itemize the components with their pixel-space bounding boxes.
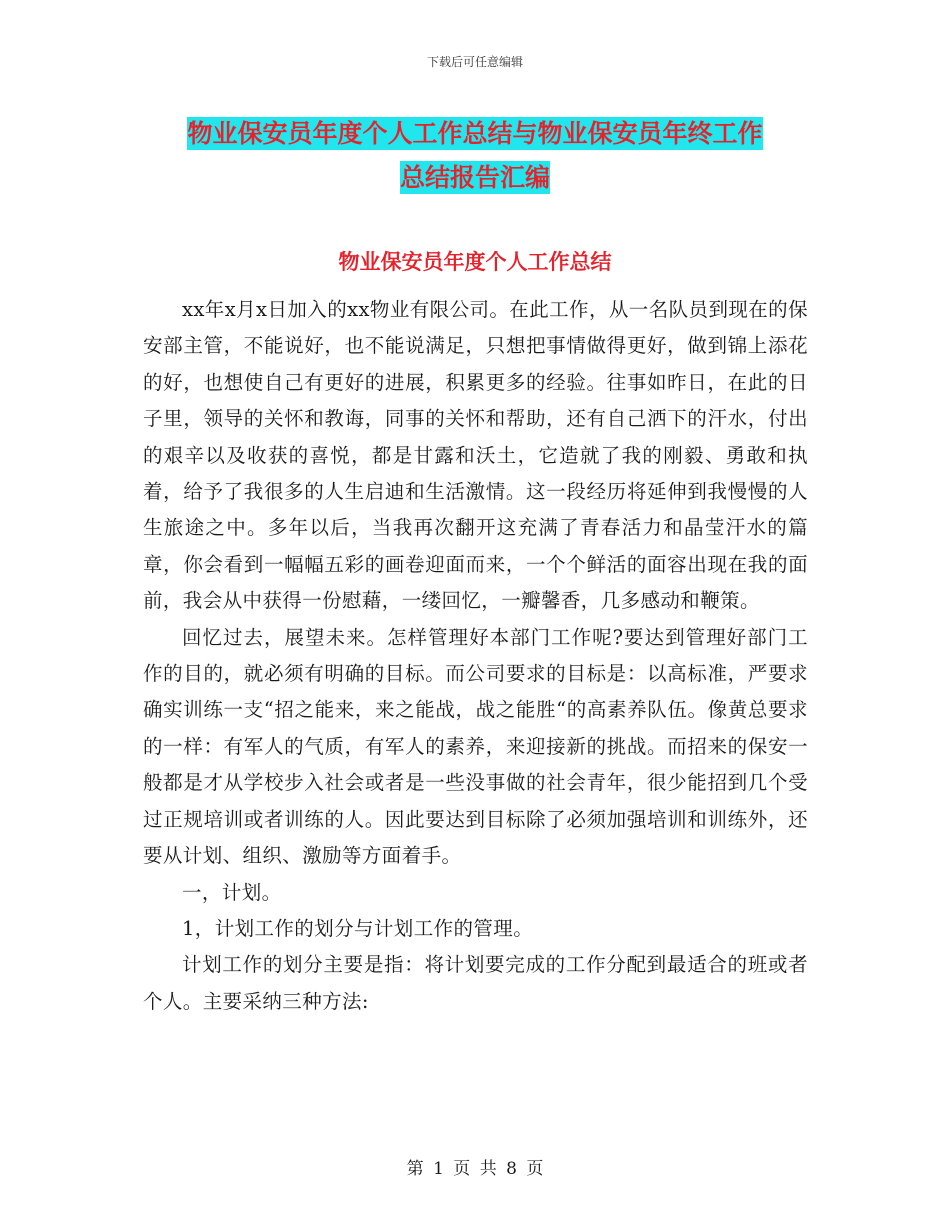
document-title xyxy=(140,112,810,200)
paragraph: 1，计划工作的划分与计划工作的管理。 xyxy=(182,916,534,940)
paragraph: xx年x月x日加入的xx物业有限公司。在此工作，从一名队员到现在的保安部主管，不能说好，也不能说满足，只想把事情做得更好，做到锦上添花的好，也想使自己有更好的进展，积累更多的经验。往事如昨日，在此的日子里，领导的关怀和教诲，同事的关怀和帮助，还有自己洒下的汗水，付出的艰辛以及收获的喜悦，都是甘露和沃土，它造就了我的刚毅、勇敢和执着，给予了我很多的人生启迪和生活激情。这一段经历将延伸到我慢慢的人生旅途之中。多年以后，当我再次翻开这充满了青春活力和晶莹汗水的篇章，你会看到一幅幅五彩的画卷迎面而来，一个个鲜活的面容出现在我的面前，我会从中获得一份慰藉，一缕回忆，一瓣馨香，几多感动和鞭策。 xyxy=(143,298,808,613)
document-title-line-1: 物业保安员年度个人工作总结与物业保安员年终工作 xyxy=(187,119,763,148)
paragraph: 一，计划。 xyxy=(182,880,282,904)
document-body xyxy=(143,292,808,1020)
document-title-line-2: 总结报告汇编 xyxy=(399,163,550,192)
page-footer: 第 1 页 共 8 页 xyxy=(406,1159,544,1179)
paragraph: 回忆过去，展望未来。怎样管理好本部门工作呢?要达到管理好部门工作的目的，就必须有明确的目标。而公司要求的目标是：以高标准，严要求确实训练一支“招之能来，来之能战，战之能胜“的高素养队伍。像黄总要求的一样：有军人的气质，有军人的素养，来迎接新的挑战。而招来的保安一般都是才从学校步入社会或者是一些没事做的社会青年，很少能招到几个受过正规培训或者训练的人。因此要达到目标除了必须加强培训和训练外，还要从计划、组织、激励等方面着手。 xyxy=(143,625,808,868)
paragraph: 计划工作的划分主要是指：将计划要完成的工作分配到最适合的班或者个人。主要采纳三种方法: xyxy=(143,953,808,1013)
section-title: 物业保安员年度个人工作总结 xyxy=(338,250,612,274)
header-note: 下载后可任意编辑 xyxy=(426,55,523,69)
